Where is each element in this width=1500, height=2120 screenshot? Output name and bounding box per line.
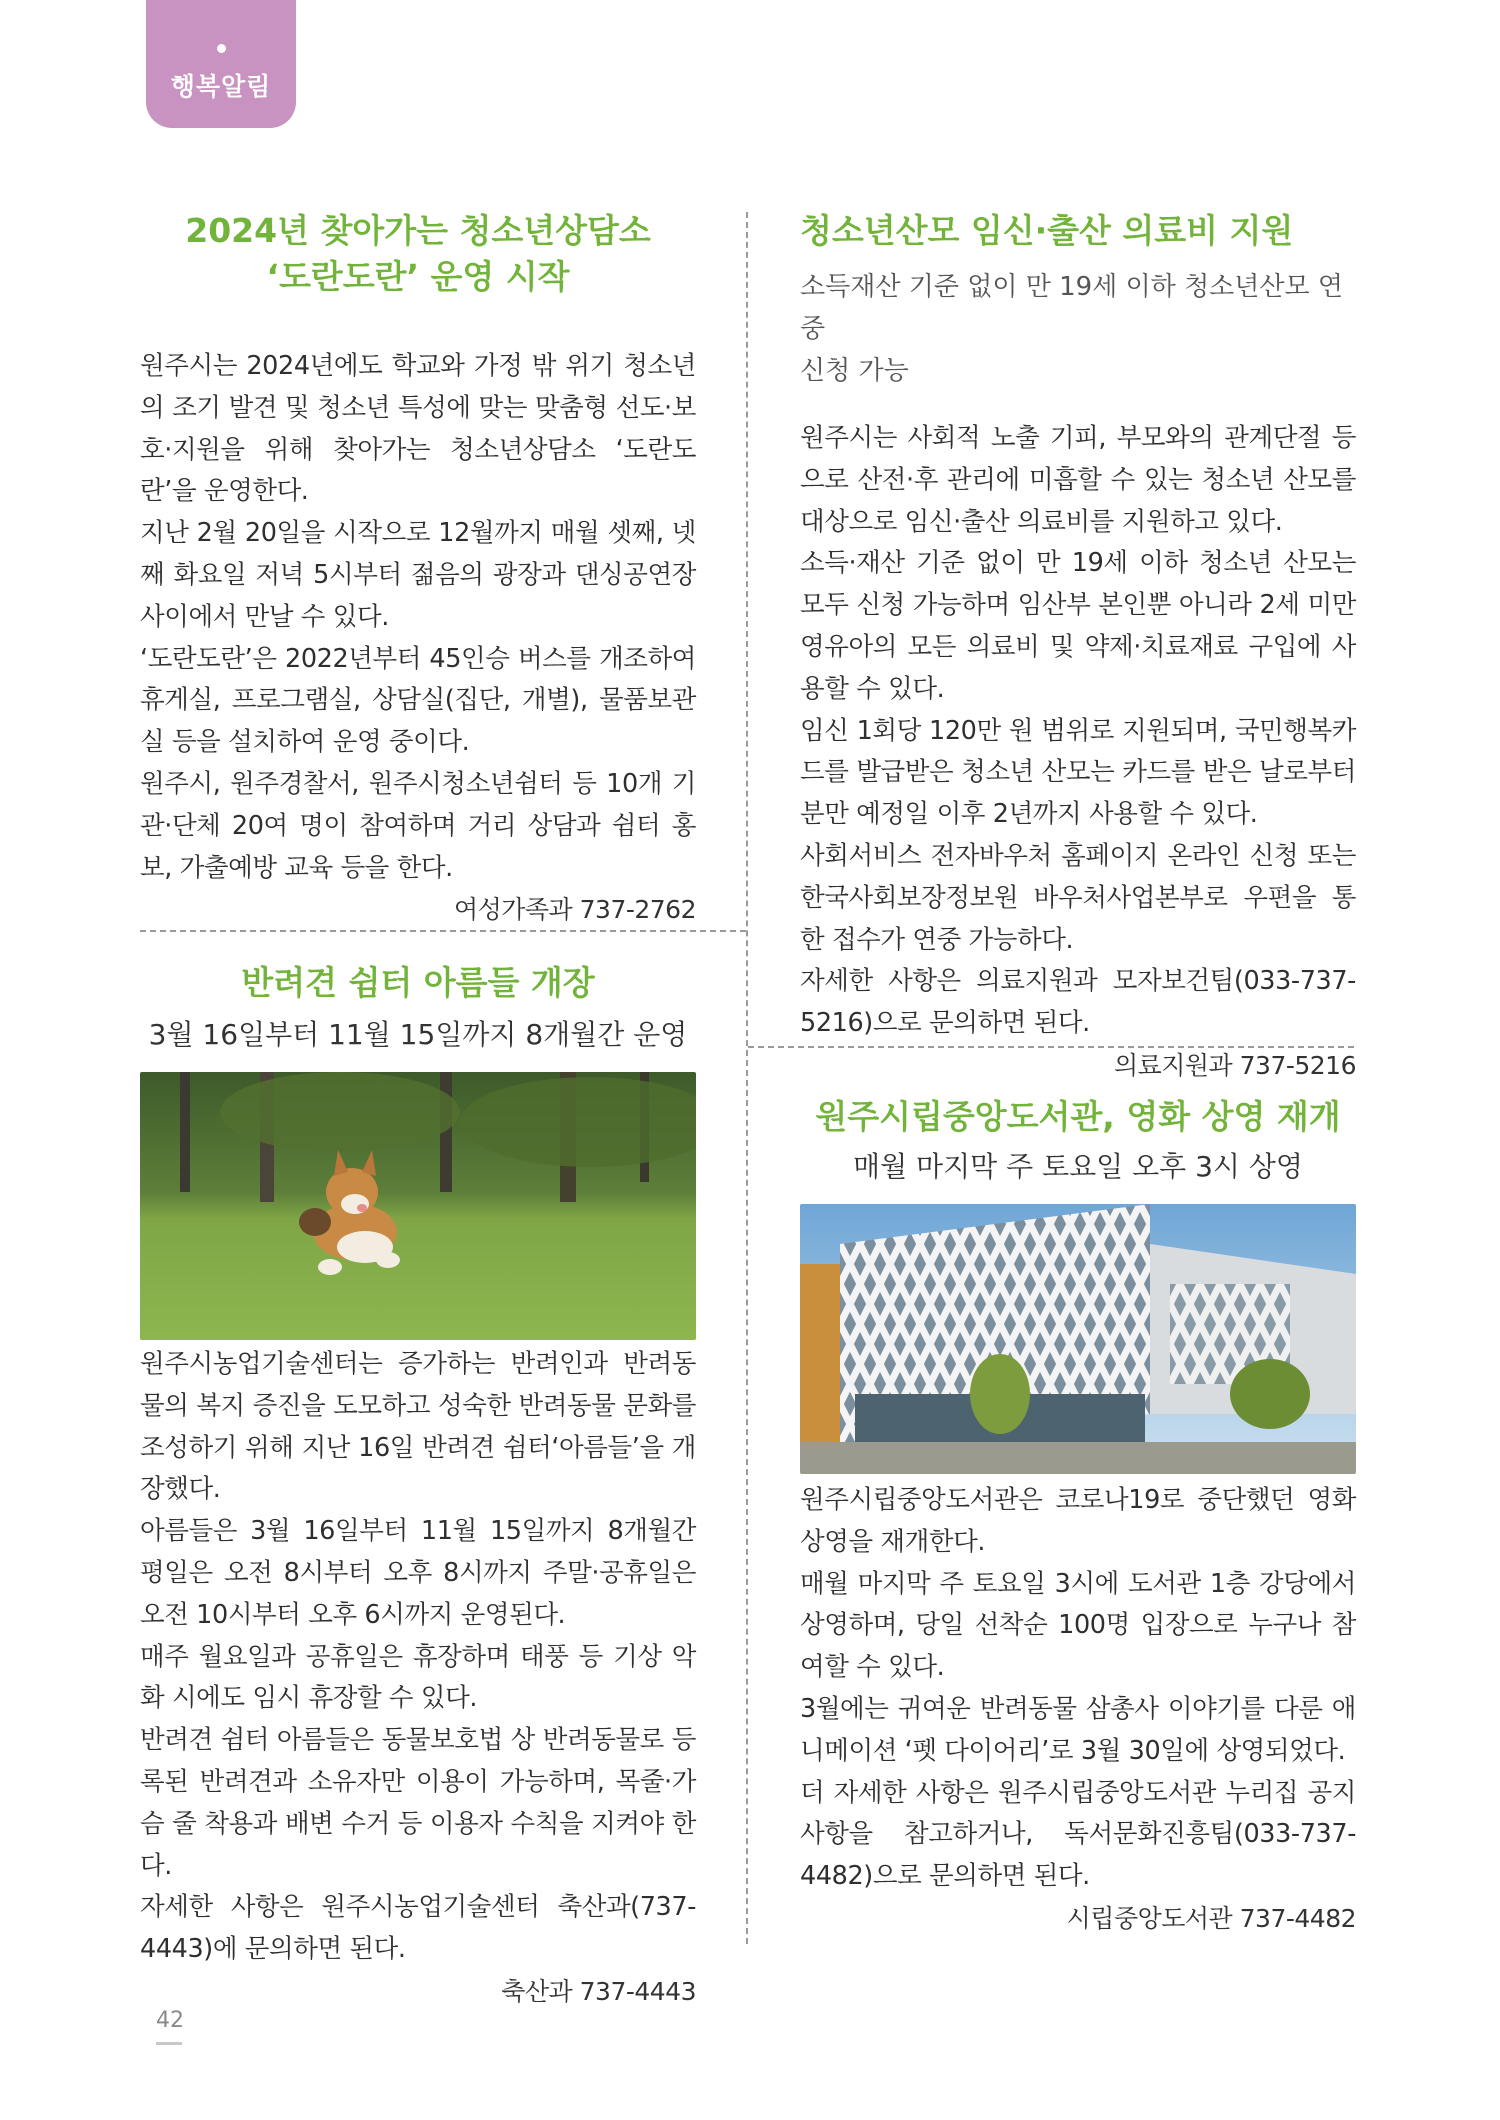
lead-line-1: 소득재산 기준 없이 만 19세 이하 청소년산모 연중 — [800, 272, 1344, 344]
paragraph: 3월에는 귀여운 반려동물 삼총사 이야기를 다룬 애니메이션 ‘펫 다이어리’로 3월 30일에 상영되었다. — [800, 1693, 1356, 1766]
page-number: 42 — [156, 2008, 184, 2033]
paragraph: 소득·재산 기준 없이 만 19세 이하 청소년 산모는 모두 신청 가능하며 임산부 본인뿐 아니라 2세 미만 영유아의 모든 의료비 및 약제·치료재료 구입에 사용할 수 있다. — [800, 548, 1356, 704]
paragraph: 아름들은 3월 16일부터 11월 15일까지 8개월간 평일은 오전 8시부터 오후 8시까지 주말·공휴일은 오전 10시부터 오후 6시까지 운영된다. — [140, 1516, 696, 1630]
contact-info: 의료지원과 737-5216 — [1113, 1050, 1356, 1080]
paragraph: 원주시립중앙도서관은 코로나19로 중단했던 영화 상영을 재개한다. — [800, 1485, 1356, 1557]
tag-dot — [217, 44, 226, 53]
paragraph: 원주시, 원주경찰서, 원주시청소년쉼터 등 10개 기관·단체 20여 명이 참여하며 거리 상담과 쉼터 홍보, 가출예방 교육 등을 한다. — [140, 768, 696, 883]
article-title: 청소년산모 임신·출산 의료비 지원 — [800, 211, 1294, 250]
article-body — [800, 1480, 1356, 1898]
paragraph: 원주시는 2024년에도 학교와 가정 밖 위기 청소년의 조기 발견 및 청소년 특성에 맞는 맞춤형 선도·보호·지원을 위해 찾아가는 청소년상담소 ‘도란도란’을 운영한다. — [140, 351, 696, 507]
contact-info: 축산과 737-4443 — [501, 1976, 696, 2006]
article-body — [140, 346, 696, 889]
paragraph: 원주시는 사회적 노출 기피, 부모와의 관계단절 등으로 산전·후 관리에 미흡할 수 있는 청소년 산모를 대상으로 임신·출산 의료비를 지원하고 있다. — [800, 423, 1356, 537]
article-title: 반려견 쉼터 아름들 개장 — [241, 963, 595, 1002]
contact-info: 시립중앙도서관 737-4482 — [1066, 1903, 1356, 1933]
dog-photo — [140, 1072, 696, 1340]
article-teen-mother-support — [800, 208, 1356, 1087]
paragraph: 지난 2월 20일을 시작으로 12월까지 매월 셋째, 넷째 화요일 저녁 5시부터 젊음의 광장과 댄싱공연장 사이에서 만날 수 있다. — [140, 518, 696, 632]
column-divider — [746, 212, 748, 1944]
paragraph: 사회서비스 전자바우처 홈페이지 온라인 신청 또는 한국사회보장정보원 바우처사업본부로 우편을 통한 접수가 연중 가능하다. — [800, 840, 1356, 955]
article-library-movie — [800, 1094, 1356, 1940]
article-dog-shelter — [140, 960, 696, 2013]
article-title — [140, 208, 696, 300]
title-line-2: ‘도란도란’ 운영 시작 — [266, 257, 570, 296]
article-body — [800, 418, 1356, 1045]
article-title: 원주시립중앙도서관, 영화 상영 재개 — [815, 1097, 1341, 1136]
contact-info: 여성가족과 737-2762 — [453, 895, 696, 925]
paragraph: 자세한 사항은 의료지원과 모자보건팀(033-737-5216)으로 문의하면 된다. — [800, 966, 1356, 1039]
paragraph: 더 자세한 사항은 원주시립중앙도서관 누리집 공지사항을 참고하거나, 독서문화진흥팀(033-737-4482)으로 문의하면 된다. — [800, 1777, 1356, 1892]
article-subtitle: 매월 마지막 주 토요일 오후 3시 상영 — [853, 1150, 1303, 1183]
lead-line-2: 신청 가능 — [800, 356, 909, 386]
title-line-1: 2024년 찾아가는 청소년상담소 — [185, 211, 651, 250]
paragraph: ‘도란도란’은 2022년부터 45인승 버스를 개조하여 휴게실, 프로그램실, 상담실(집단, 개별), 물품보관실 등을 설치하여 운영 중이다. — [140, 643, 696, 758]
section-tag-label: 행복알림 — [170, 72, 272, 101]
article-youth-counseling — [140, 208, 696, 931]
article-lead — [800, 266, 1356, 392]
section-tag — [146, 0, 296, 128]
paragraph: 원주시농업기술센터는 증가하는 반려인과 반려동물의 복지 증진을 도모하고 성숙한 반려동물 문화를 조성하기 위해 지난 16일 반려견 쉼터‘아름들’을 개장했다. — [140, 1349, 696, 1505]
library-photo — [800, 1204, 1356, 1474]
corgi-running-image — [140, 1072, 696, 1340]
page-number-rule — [156, 2042, 182, 2045]
article-subtitle: 3월 16일부터 11월 15일까지 8개월간 운영 — [148, 1018, 688, 1051]
paragraph: 자세한 사항은 원주시농업기술센터 축산과(737-4443)에 문의하면 된다. — [140, 1892, 696, 1965]
paragraph: 임신 1회당 120만 원 범위로 지원되며, 국민행복카드를 발급받은 청소년 산모는 카드를 받은 날로부터 분만 예정일 이후 2년까지 사용할 수 있다. — [800, 715, 1356, 830]
article-body — [140, 1344, 696, 1971]
paragraph: 반려견 쉼터 아름들은 동물보호법 상 반려동물로 등록된 반려견과 소유자만 이용이 가능하며, 목줄·가슴 줄 착용과 배변 수거 등 이용자 수칙을 지켜야 한다. — [140, 1725, 696, 1881]
library-building-image — [800, 1204, 1356, 1474]
paragraph: 매월 마지막 주 토요일 3시에 도서관 1층 강당에서 상영하며, 당일 선착순 100명 입장으로 누구나 참여할 수 있다. — [800, 1568, 1356, 1683]
paragraph: 매주 월요일과 공휴일은 휴장하며 태풍 등 기상 악화 시에도 임시 휴장할 수 있다. — [140, 1641, 696, 1714]
